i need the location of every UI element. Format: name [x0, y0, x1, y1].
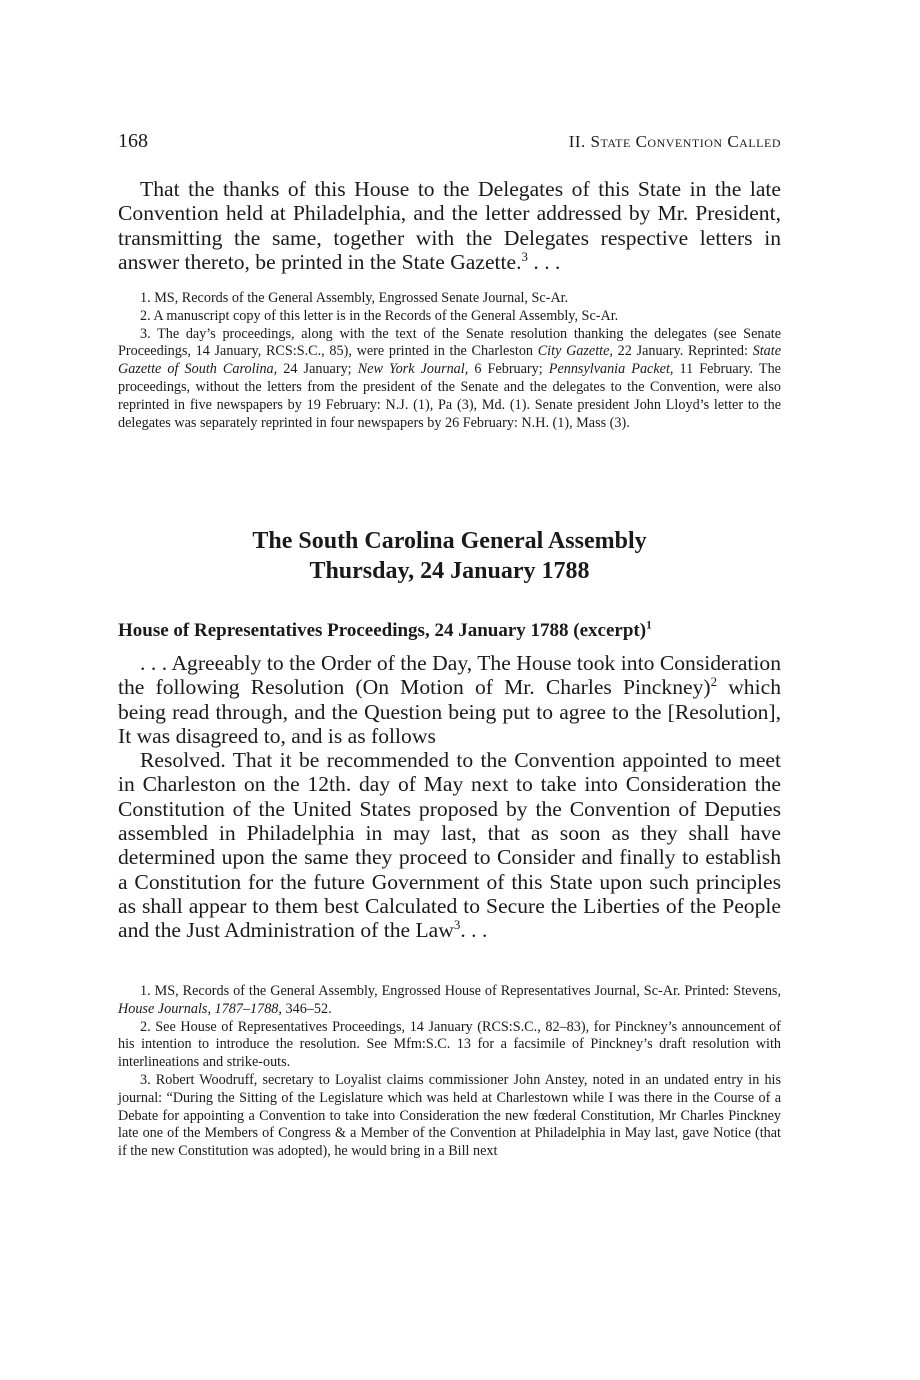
footnote-3: 3. The day’s proceedings, along with the text of the Senate resolution thanking the delegates (see Senate Proceedings, 14 January, RCS:S.C., 85), were printed in the Charleston City Gazette, 22 January. Reprinted: State Gazette of South Carolina, 24 January; New York Journal, 6 February; Pennsylvania Packet, 11 February. The proceedings, without the letters from the president of the Senate and the delegates to the Convention, were also reprinted in five newspapers by 19 February: N.J. (1), Pa (3), Md. (1). Senate president John Lloyd’s letter to the delegates was separately reprinted in four newspapers by 26 February: N.H. (1), Mass (3).: [118, 325, 782, 431]
footnote-ref: 1: [646, 619, 652, 632]
footnote-ref: 2: [710, 674, 718, 690]
section-title-line-2: Thursday, 24 January 1788: [309, 558, 590, 584]
resolution-text: That the thanks of this House to the Delegates of this State in the late Convention held at Philadelphia, and the letter addressed by Mr. President, transmitting the same, together with the Delegates respective letters in answer thereto, be printed in the State Gazette.$^3$ . . .: [118, 177, 781, 274]
running-title: II. State Convention Called: [568, 132, 781, 151]
main-text: [118, 651, 781, 943]
footnote-ref: 3: [453, 917, 461, 933]
subheading: House of Representatives Proceedings, 24 January 1788 (excerpt)$^1$: [118, 619, 652, 641]
footnote-3: 3. Robert Woodruff, secretary to Loyalist claims commissioner John Anstey, noted in an undated entry in his journal: “During the Sitting of the Legislature which was held at Charlestown while I was there in the Course of a Debate for appointing a Convention to take into Consideration the new fœderal Constitution, Mr Charles Pinckney late one of the Members of Congress & a Member of the Convention at Philadelphia in May last, gave Notice (that if the new Constitution was adopted), he would bring in a Bill next: [118, 1071, 781, 1160]
footnote-ref: 3: [521, 248, 529, 264]
footnotes-2: [118, 983, 781, 1161]
section-title: [118, 526, 781, 586]
main-paragraph-1: . . . Agreeably to the Order of the Day, The House took into Consideration the following Resolution (On Motion of Mr. Charles Pinckney)$^2$ which being read through, and the Question being put to agree to the [Resolution], It was disagreed to, and is as follows: [118, 651, 781, 748]
footnote-1: 1. MS, Records of the General Assembly, Engrossed House of Representatives Journal, Sc-Ar. Printed: Stevens, House Journals, 1787–1788, 346–52.: [118, 983, 781, 1017]
running-head: [118, 130, 781, 154]
page-number: 168: [118, 130, 148, 152]
top-paragraph: [118, 177, 781, 274]
main-paragraph-2: Resolved. That it be recommended to the Convention appointed to meet in Charleston on the 12th. day of May next to take into Consideration the Constitution of the United States proposed by the Convention of Deputies assembled in Philadelphia in may last, that as soon as they shall have determined upon the same they proceed to Consider and finally to establish a Constitution for the future Government of this State upon such principles as shall appear to them best Calculated to Secure the Liberties of the People and the Just Administration of the Law$^3$. . .: [118, 748, 781, 943]
section-title-line-1: The South Carolina General Assembly: [252, 528, 647, 554]
footnote-1: 1. MS, Records of the General Assembly, Engrossed Senate Journal, Sc-Ar.: [140, 290, 569, 306]
footnote-2: 2. See House of Representatives Proceedings, 14 January (RCS:S.C., 82–83), for Pinckney’s announcement of his intention to introduce the resolution. See Mfm:S.C. 13 for a facsimile of Pinckney’s draft resolution with interlineations and strike-outs.: [118, 1018, 781, 1071]
footnotes-1: [118, 290, 781, 432]
footnote-2: 2. A manuscript copy of this letter is in the Records of the General Assembly, Sc-Ar.: [140, 307, 619, 324]
